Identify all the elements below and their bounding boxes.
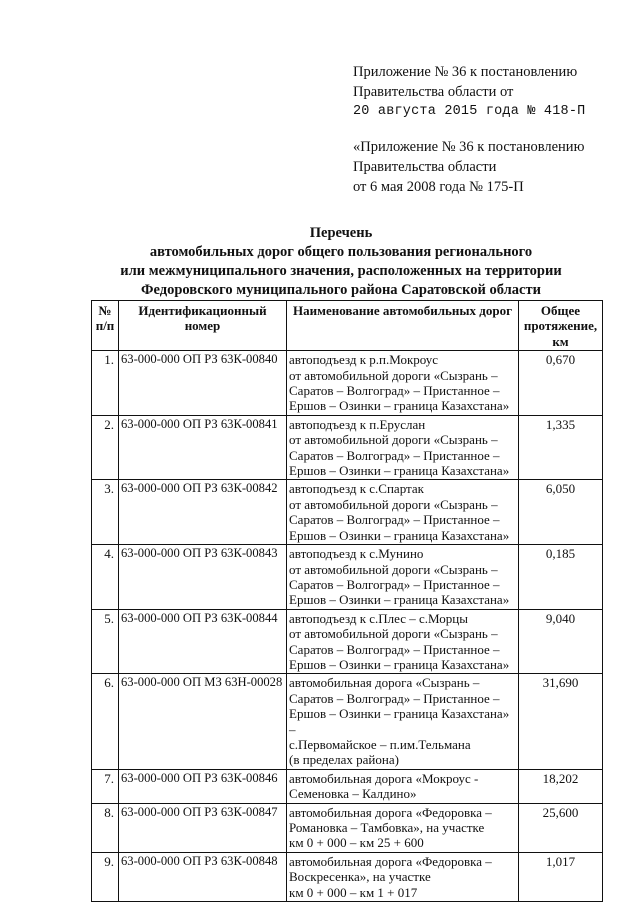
road-name-line: с.Первомайское – п.им.Тельмана <box>289 736 471 752</box>
table-row <box>92 609 603 674</box>
road-length: 25,600 <box>519 803 603 852</box>
road-name-line: Саратов – Волгоград» – Пристанное – <box>289 383 500 399</box>
appendix-line: Правительства области от <box>353 84 514 100</box>
road-name-line: автоподъезд к с.Спартак <box>289 481 424 497</box>
road-name <box>287 545 519 610</box>
road-name <box>287 415 519 480</box>
road-id: 63-000-000 ОП РЗ 63К-00841 <box>119 415 287 480</box>
road-name-line: Воскресенка», на участке <box>289 869 431 885</box>
row-number: 2. <box>92 415 119 480</box>
table-row <box>92 545 603 610</box>
row-number: 6. <box>92 674 119 769</box>
previous-appendix-line: Правительства области <box>353 159 497 175</box>
table-row <box>92 769 603 803</box>
road-name <box>287 803 519 852</box>
row-number: 5. <box>92 609 119 674</box>
appendix-line: Приложение № 36 к постановлению <box>353 64 578 80</box>
road-length: 9,040 <box>519 609 603 674</box>
road-name-line: Ершов – Озинки – граница Казахстана» <box>289 592 510 608</box>
road-id: 63-000-000 ОП РЗ 63К-00840 <box>119 351 287 416</box>
road-name-line: км 0 + 000 – км 1 + 017 <box>289 884 418 900</box>
road-id: 63-000-000 ОП РЗ 63К-00843 <box>119 545 287 610</box>
document-title <box>80 224 602 300</box>
table-row <box>92 351 603 416</box>
road-name-line: Саратов – Волгоград» – Пристанное – <box>289 576 500 592</box>
header-num: № п/п <box>92 301 119 351</box>
title-line: или межмуниципального значения, расположенных на территории <box>120 263 562 279</box>
road-id: 63-000-000 ОП РЗ 63К-00846 <box>119 769 287 803</box>
table-row <box>92 674 603 769</box>
road-name-line: Саратов – Волгоград» – Пристанное – <box>289 447 500 463</box>
appendix-header <box>353 62 585 122</box>
road-name-line: Ершов – Озинки – граница Казахстана» <box>289 463 510 479</box>
row-number: 1. <box>92 351 119 416</box>
road-name <box>287 769 519 803</box>
road-id: 63-000-000 ОП РЗ 63К-00848 <box>119 852 287 901</box>
road-name <box>287 480 519 545</box>
table-header-row <box>92 301 603 351</box>
road-name-line: Саратов – Волгоград» – Пристанное – <box>289 641 500 657</box>
road-name <box>287 609 519 674</box>
road-id: 63-000-000 ОП МЗ 63Н-00028 <box>119 674 287 769</box>
road-name-line: автомобильная дорога «Федоровка – <box>289 853 492 869</box>
road-name-line: от автомобильной дороги «Сызрань – <box>289 496 498 512</box>
road-id: 63-000-000 ОП РЗ 63К-00842 <box>119 480 287 545</box>
table-row <box>92 852 603 901</box>
previous-appendix-line: от 6 мая 2008 года № 175-П <box>353 179 524 195</box>
road-length: 1,017 <box>519 852 603 901</box>
title-line: Перечень <box>309 225 373 241</box>
road-name-line: Ершов – Озинки – граница Казахстана» <box>289 656 510 672</box>
row-number: 9. <box>92 852 119 901</box>
header-id: Идентификационный номер <box>119 301 287 351</box>
row-number: 7. <box>92 769 119 803</box>
road-name-line: Семеновка – Калдино» <box>289 786 417 802</box>
row-number: 8. <box>92 803 119 852</box>
header-length: Общее протяжение, км <box>519 301 603 351</box>
title-line: Федоровского муниципального района Саратовской области <box>141 282 541 298</box>
road-length: 0,185 <box>519 545 603 610</box>
road-name <box>287 852 519 901</box>
road-name-line: от автомобильной дороги «Сызрань – <box>289 561 498 577</box>
road-name-line: Саратов – Волгоград» – Пристанное – <box>289 512 500 528</box>
table-row <box>92 480 603 545</box>
road-name-line: Ершов – Озинки – граница Казахстана» – <box>289 706 510 737</box>
row-number: 4. <box>92 545 119 610</box>
road-name-line: Ершов – Озинки – граница Казахстана» <box>289 527 510 543</box>
road-name-line: от автомобильной дороги «Сызрань – <box>289 432 498 448</box>
appendix-date-line: 20 августа 2015 года № 418-П <box>353 104 586 119</box>
road-length: 6,050 <box>519 480 603 545</box>
road-length: 31,690 <box>519 674 603 769</box>
roads-table <box>91 300 603 902</box>
road-id: 63-000-000 ОП РЗ 63К-00847 <box>119 803 287 852</box>
row-number: 3. <box>92 480 119 545</box>
road-name-line: от автомобильной дороги «Сызрань – <box>289 367 498 383</box>
road-length: 1,335 <box>519 415 603 480</box>
road-name <box>287 674 519 769</box>
road-length: 0,670 <box>519 351 603 416</box>
table-row <box>92 803 603 852</box>
previous-appendix-header <box>353 137 584 197</box>
previous-appendix-line: «Приложение № 36 к постановлению <box>353 139 585 155</box>
road-length: 18,202 <box>519 769 603 803</box>
road-id: 63-000-000 ОП РЗ 63К-00844 <box>119 609 287 674</box>
road-name <box>287 351 519 416</box>
table-body <box>92 351 603 902</box>
header-name: Наименование автомобильных дорог <box>287 301 519 351</box>
table-row <box>92 415 603 480</box>
title-line: автомобильных дорог общего пользования регионального <box>149 244 533 260</box>
road-name-line: (в пределах района) <box>289 752 399 768</box>
road-name-line: автоподъезд к с.Мунино <box>289 546 424 562</box>
road-name-line: автоподъезд к р.п.Мокроус <box>289 352 439 368</box>
road-name-line: км 0 + 000 – км 25 + 600 <box>289 835 424 851</box>
road-name-line: Романовка – Тамбовка», на участке <box>289 820 485 835</box>
road-name-line: автоподъезд к с.Плес – с.Морцы <box>289 610 468 626</box>
road-name-line: от автомобильной дороги «Сызрань – <box>289 626 498 642</box>
road-name-line: автомобильная дорога «Федоровка – <box>289 804 492 820</box>
road-name-line: Ершов – Озинки – граница Казахстана» <box>289 398 510 414</box>
road-name-line: Саратов – Волгоград» – Пристанное – <box>289 690 500 706</box>
road-name-line: автоподъезд к п.Еруслан <box>289 416 426 432</box>
road-name-line: автомобильная дорога «Сызрань – <box>289 675 480 691</box>
road-name-line: автомобильная дорога «Мокроус - <box>289 770 479 786</box>
